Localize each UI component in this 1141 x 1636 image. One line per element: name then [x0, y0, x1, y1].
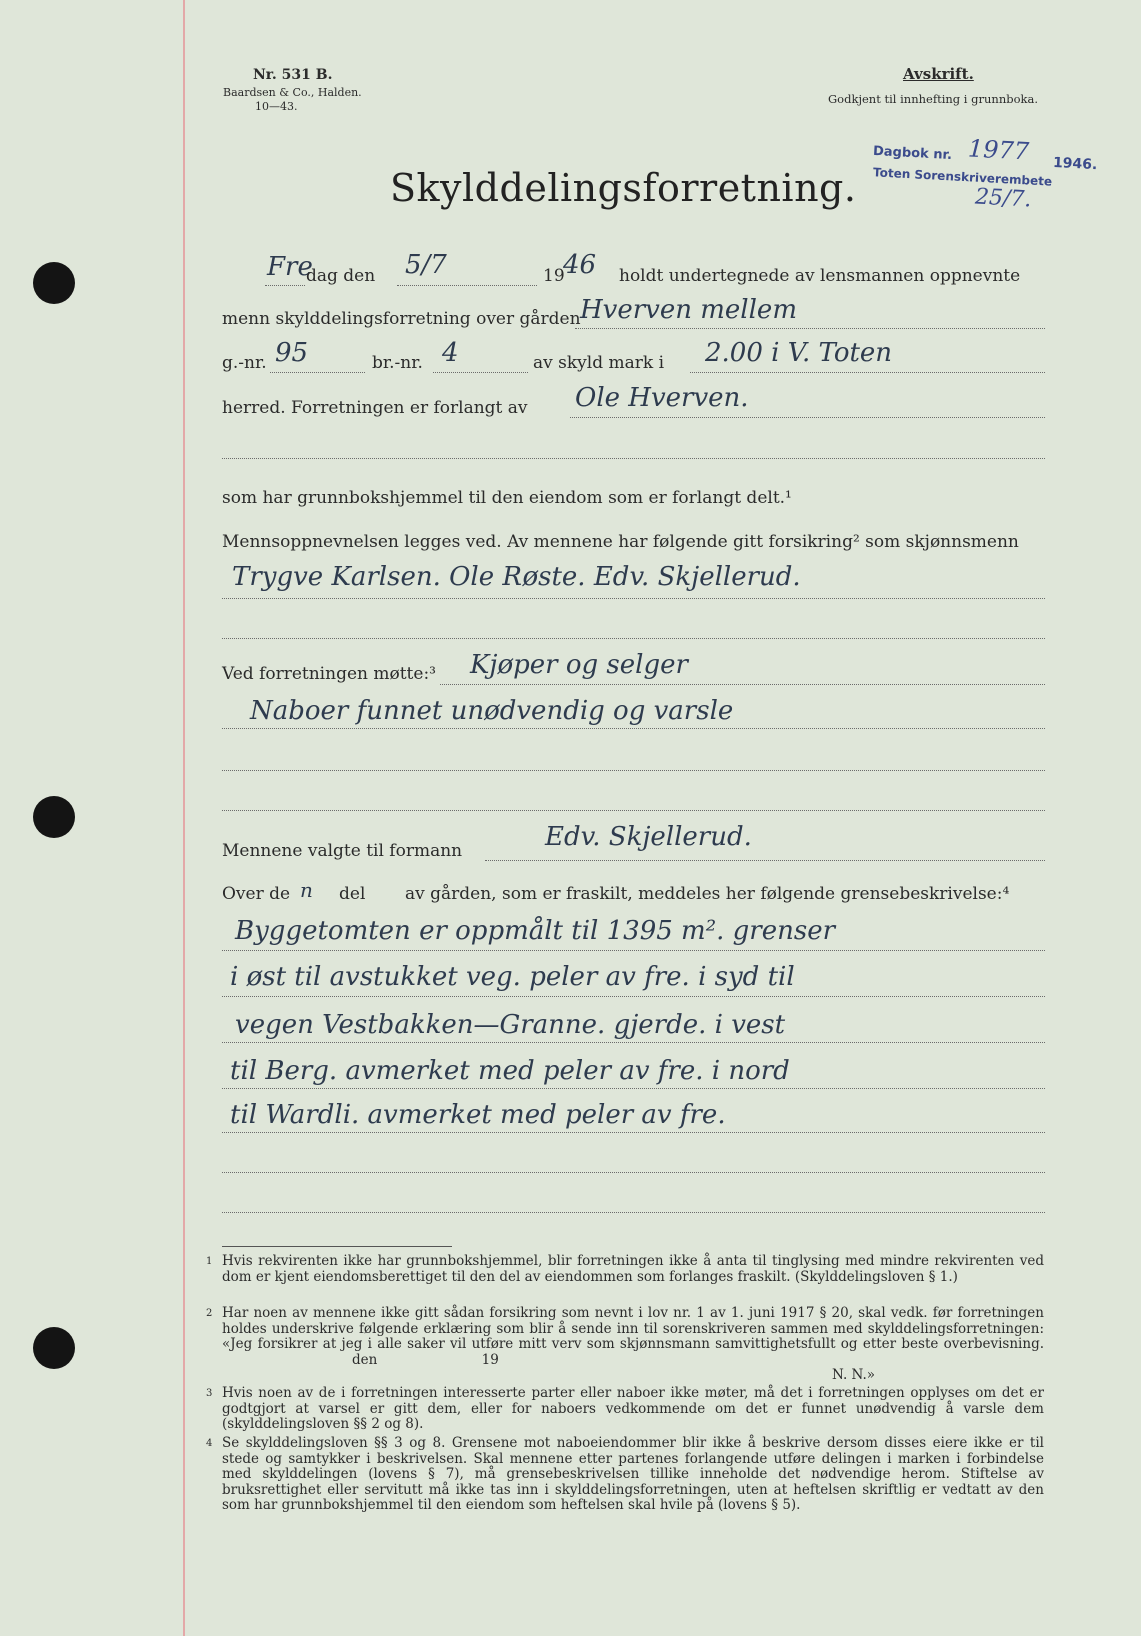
footnote-text: Har noen av mennene ikke gitt sådan forsikring som nevnt i lov nr. 1 av 1. juni 1917 § 20, skal vedk. før forretningen holdes underskrive følgende erklæring som blir å sende inn til sorenskriveren sammen med skylddelingsforretningen: «Jeg forsikrer at jeg i alle saker vil utføre mitt verv som skjønnsmann samvittighetsfullt og etter beste overbevisning. — [222, 1305, 1044, 1352]
chair-filled: Edv. Skjellerud. — [545, 822, 752, 852]
fill-line — [575, 328, 1045, 329]
punch-hole — [33, 262, 75, 304]
footnote-divider — [222, 1246, 452, 1247]
year-filled: 46 — [563, 250, 597, 280]
attended-label: Ved forretningen møtte:³ — [222, 664, 436, 684]
page-title: Skylddelingsforretning. — [390, 166, 857, 210]
fill-line — [222, 598, 1045, 599]
diary-number: 1977 — [967, 134, 1030, 166]
bnr-label: br.-nr. — [372, 353, 423, 373]
date-filled: 5/7 — [405, 250, 447, 280]
footnote-3 — [206, 1385, 1044, 1433]
requested-filled: Ole Hverven. — [575, 383, 749, 413]
fill-line — [440, 684, 1045, 685]
boundary-label-2: del — [339, 884, 366, 904]
fill-line — [222, 1172, 1045, 1173]
footnote-tail-19: 19 — [481, 1351, 499, 1368]
skyld-label: av skyld mark i — [533, 353, 665, 373]
copy-label: Avskrift. — [903, 65, 974, 83]
diary-year: 1946. — [1052, 154, 1098, 174]
fill-line — [433, 372, 528, 373]
fill-line — [222, 458, 1045, 459]
fill-line — [222, 728, 1045, 729]
fill-line — [222, 1042, 1045, 1043]
day-label: dag den — [306, 266, 376, 286]
fill-line — [222, 1212, 1045, 1213]
footnote-tail-nn: N. N.» — [832, 1367, 876, 1383]
form-number: Nr. 531 B. — [253, 67, 333, 83]
skyld-filled: 2.00 i V. Toten — [705, 338, 893, 368]
fill-line — [222, 770, 1045, 771]
fill-line — [222, 1132, 1045, 1133]
footnote-2 — [206, 1305, 1044, 1384]
boundary-label-3: av gården, som er fraskilt, meddeles her følgende grensebeskrivelse:⁴ — [405, 884, 1010, 904]
farm-label: menn skylddelingsforretning over gården — [222, 309, 581, 329]
fill-line — [570, 417, 1045, 418]
fill-line — [222, 638, 1045, 639]
diary-stamp-label: Dagbok nr. — [872, 143, 953, 164]
punch-hole — [33, 796, 75, 838]
fill-line — [265, 285, 305, 286]
approval-note: Godkjent til innhefting i grunnboka. — [828, 92, 1038, 106]
gnr-filled: 95 — [275, 338, 309, 368]
footnote-text: Hvis rekvirenten ikke har grunnbokshjemmel, blir forretningen ikke å anta til tinglysing med mindre rekvirenten ved dom er kjent eiendomsberettiget til den del av eiendommen som forlanges fraskilt. (Skylddelingsloven § 1.) — [222, 1253, 1044, 1285]
year-prefix: 19 — [543, 266, 565, 286]
men-text: Mennsoppnevnelsen legges ved. Av mennene har følgende gitt forsikring² som skjønnsmenn — [222, 532, 1019, 552]
fill-line — [222, 996, 1045, 997]
footnote-number: 2 — [206, 1308, 213, 1319]
fill-line — [485, 860, 1045, 861]
footnote-text: Se skylddelingsloven §§ 3 og 8. Grensene mot naboeiendommer blir ikke å beskrive dersom disses eiere ikke er til stede og samtykker i beskrivelsen. Skal mennene etter partenes forlangende utføre delingen i marken i forbindelse med skylddelingen (lovens § 7), må grensebeskrivelsen tillike inneholde det nødvendige herom. Stiftelse av bruksrettighet eller servitutt må ikke tas inn i skylddelingsforretningen, uten at heftelsen skriftlig er vedtatt av den som har grunnbokshjemmel til den eiendom som heftelsen skal hvile på (lovens § 5). — [222, 1435, 1044, 1513]
attended-filled-1: Kjøper og selger — [470, 650, 688, 680]
requested-label: herred. Forretningen er forlangt av — [222, 398, 528, 418]
bnr-filled: 4 — [442, 338, 459, 368]
footnote-number: 1 — [206, 1256, 213, 1267]
attended-filled-2: Naboer funnet unødvendig og varsle — [250, 696, 734, 726]
holder-text: som har grunnbokshjemmel til den eiendom som er forlangt delt.¹ — [222, 488, 792, 508]
footnote-number: 3 — [206, 1388, 213, 1399]
fill-line — [222, 810, 1045, 811]
after-date-text: holdt undertegnede av lensmannen oppnevnte — [619, 266, 1021, 286]
fill-line — [270, 372, 365, 373]
footnote-1 — [206, 1253, 1044, 1285]
fill-line — [397, 285, 537, 286]
fill-line — [222, 1088, 1045, 1089]
court-stamp: Toten Sorenskriverembete — [872, 165, 1053, 189]
men-filled: Trygve Karlsen. Ole Røste. Edv. Skjellerud. — [232, 562, 801, 592]
boundary-line: i øst til avstukket veg. peler av fre. i syd til — [230, 962, 795, 992]
chair-label: Mennene valgte til formann — [222, 841, 463, 861]
fill-line — [690, 372, 1045, 373]
stamp-date: 25/7. — [974, 184, 1033, 213]
day-filled: Fre — [267, 252, 313, 282]
print-code: 10—43. — [255, 100, 298, 113]
footnote-text: Hvis noen av de i forretningen interesserte parter eller naboer ikke møter, må det i forretningen opplyses om det er godtgjort at varsel er gitt dem, eller for naboers vedkommende om det er funnet unødvendig å varsle dem (skylddelingsloven §§ 2 og 8). — [222, 1385, 1044, 1432]
farm-filled: Hverven mellem — [580, 295, 797, 325]
margin-rule — [183, 0, 185, 1636]
boundary-label-1: Over de — [222, 884, 291, 904]
punch-hole — [33, 1327, 75, 1369]
publisher: Baardsen & Co., Halden. — [223, 86, 362, 99]
footnote-tail-den: den — [352, 1351, 378, 1368]
boundary-line: til Berg. avmerket med peler av fre. i nord — [230, 1056, 790, 1086]
boundary-filled-m: n — [300, 878, 313, 902]
boundary-line: Byggetomten er oppmålt til 1395 m². grenser — [235, 916, 836, 946]
boundary-line: til Wardli. avmerket med peler av fre. — [230, 1100, 726, 1130]
gnr-label: g.-nr. — [222, 353, 267, 373]
fill-line — [222, 950, 1045, 951]
footnote-number: 4 — [206, 1438, 213, 1449]
footnote-4 — [206, 1435, 1044, 1514]
boundary-line: vegen Vestbakken—Granne. gjerde. i vest — [235, 1010, 786, 1040]
